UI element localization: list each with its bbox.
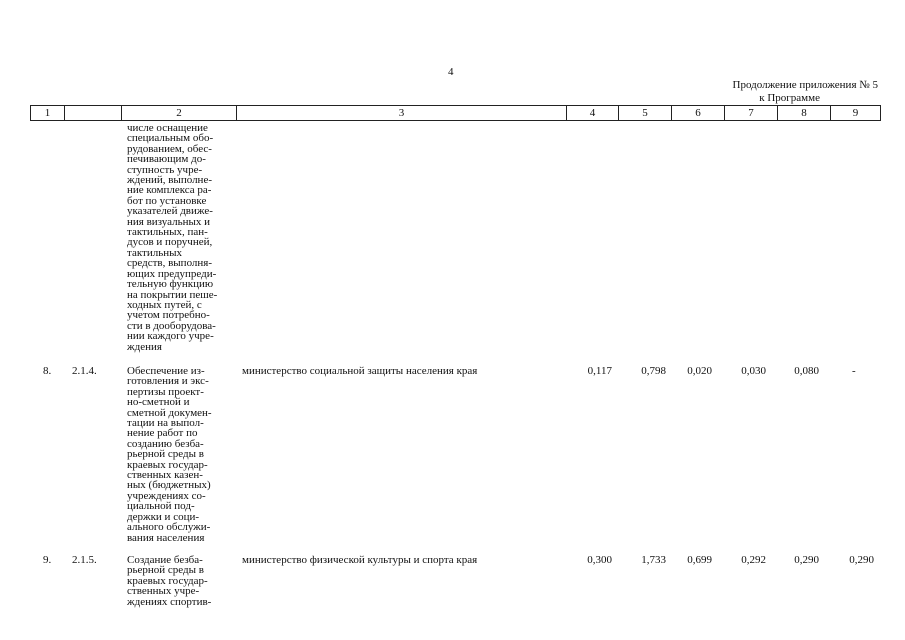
continuation-text: числе оснащение специальным обо- рудованием, обес- печивающим до- ступность учре- ждений, выполне- ние комплекса ра- бот по установке указателей движе- ния визуальных и тактильных, пан- дусов и поручней, тактильных средств, выполня- ющих предупреди- тельную функцию на покрытии пеше- ходных путей, с учетом потребно- сти в дооборудова- нии каждого учре- ждения — [127, 122, 218, 353]
header-col-1b — [65, 106, 122, 121]
appendix-title: Продолжение приложения № 5 — [732, 79, 878, 91]
row-name: Обеспечение из- готовления и экс- пертизы проект- но-сметной и сметной докумен- тации на выпол- нение работ по созданию безба- рьерной среды в краевых государ- ственных казен- ных (бюджетных) учреждениях со- циальной под- держки и соци- ального обслужи- вания населения — [127, 365, 212, 544]
row-value-col5: 0,798 — [641, 365, 666, 377]
header-col-2: 2 — [122, 106, 237, 121]
row-code: 2.1.5. — [72, 554, 97, 566]
row-value-col4: 0,117 — [587, 365, 612, 377]
page-number: 4 — [448, 66, 454, 78]
row-value-col8: 0,080 — [794, 365, 819, 377]
row-executor: министерство физической культуры и спорта края — [242, 554, 478, 566]
row-value-col4: 0,300 — [587, 554, 612, 566]
header-col-9: 9 — [831, 106, 881, 121]
row-number: 8. — [43, 365, 52, 377]
column-numbers-header — [30, 105, 881, 121]
row-executor: министерство социальной защиты населения края — [242, 365, 478, 377]
header-col-3: 3 — [237, 106, 567, 121]
header-col-6: 6 — [672, 106, 725, 121]
header-col-4: 4 — [567, 106, 619, 121]
appendix-caption — [620, 79, 878, 105]
row-value-col7: 0,292 — [741, 554, 766, 566]
row-value-col9: 0,290 — [849, 554, 874, 566]
row-value-col5: 1,733 — [641, 554, 666, 566]
header-col-5: 5 — [619, 106, 672, 121]
header-col-1: 1 — [31, 106, 65, 121]
row-value-col9: - — [852, 365, 856, 377]
header-col-7: 7 — [725, 106, 778, 121]
row-value-col6: 0,699 — [687, 554, 712, 566]
row-value-col6: 0,020 — [687, 365, 712, 377]
row-value-col8: 0,290 — [794, 554, 819, 566]
row-name: Создание безба- рьерной среды в краевых государ- ственных учре- ждениях спортив- — [127, 554, 212, 608]
row-number: 9. — [43, 554, 52, 566]
appendix-subtitle: к Программе — [759, 92, 820, 104]
row-code: 2.1.4. — [72, 365, 97, 377]
row-value-col7: 0,030 — [741, 365, 766, 377]
header-col-8: 8 — [778, 106, 831, 121]
